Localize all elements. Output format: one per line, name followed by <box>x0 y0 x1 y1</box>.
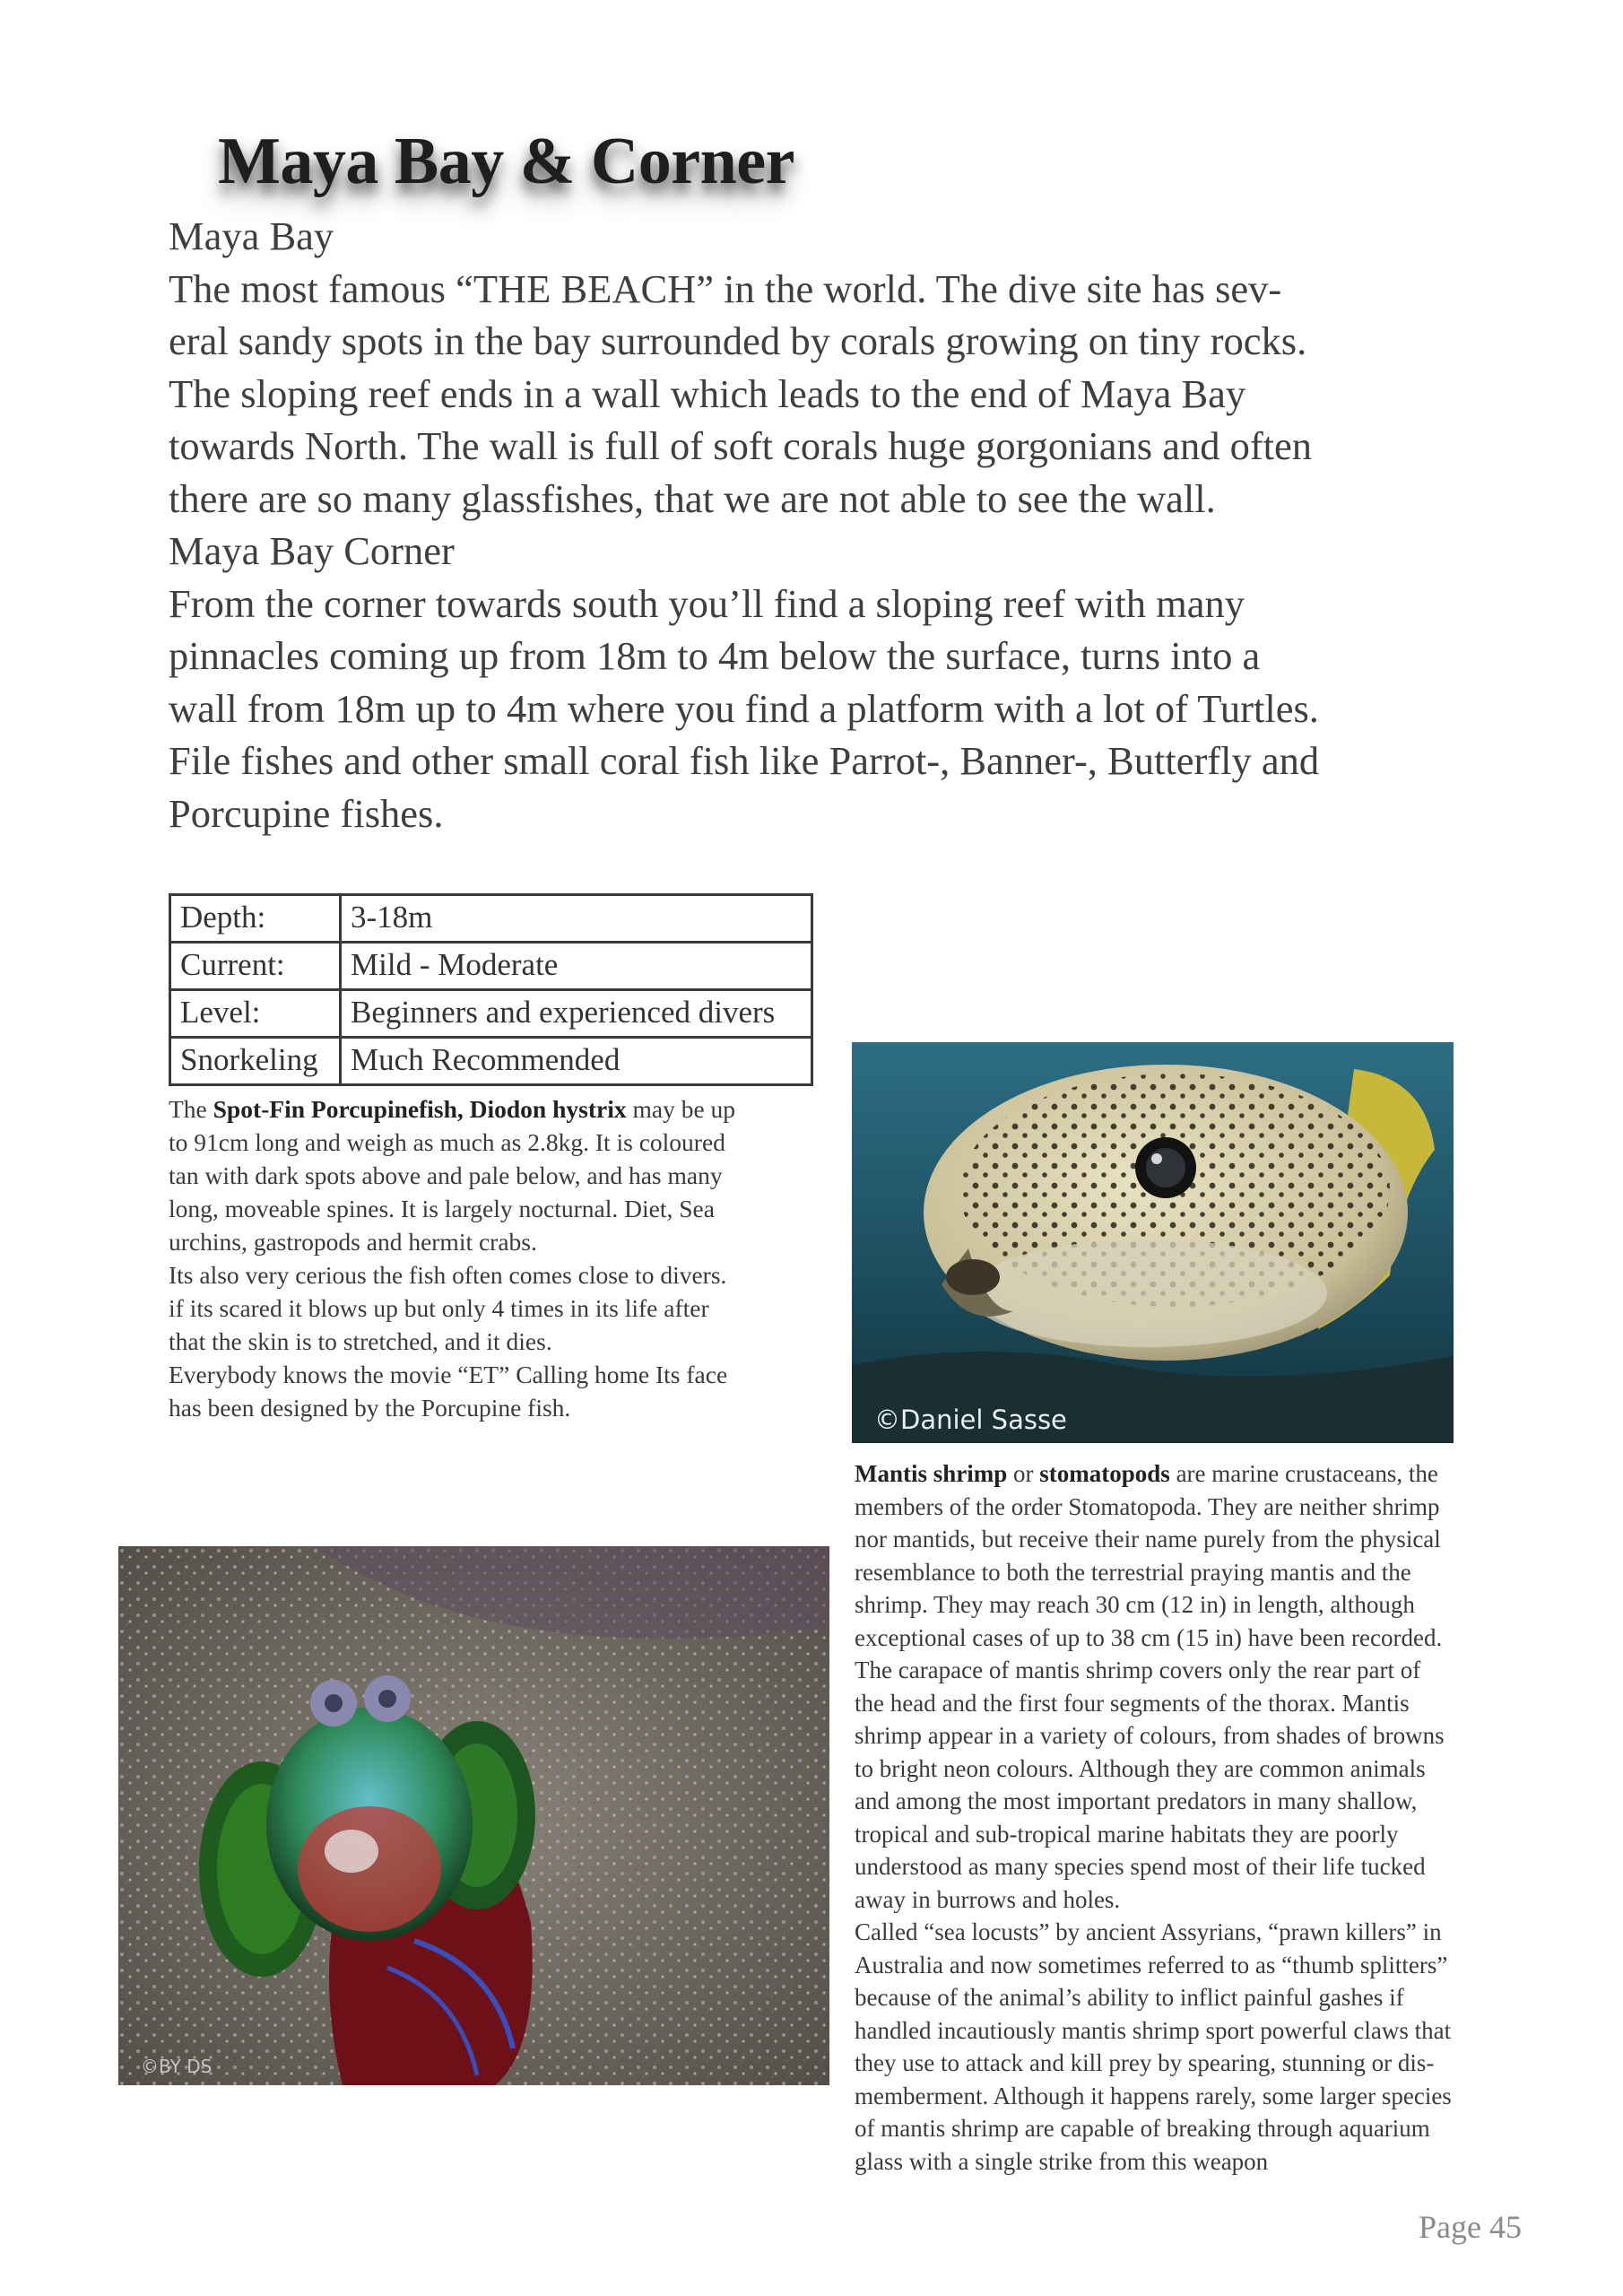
text-line: has been designed by the Porcupine fish. <box>169 1394 571 1422</box>
table-row <box>170 990 812 1038</box>
text-line: because of the animal’s ability to inflict painful gashes if <box>855 1984 1404 2011</box>
table-value: 3-18m <box>341 895 812 943</box>
intro-line: Maya Bay Corner <box>169 528 455 573</box>
text-line: memberment. Although it happens rarely, some larger species <box>855 2082 1452 2109</box>
intro-line: pinnacles coming up from 18m to 4m below the surface, turns into a <box>169 633 1261 678</box>
table-row <box>170 1038 812 1085</box>
intro-line: The sloping reef ends in a wall which leads to the end of Maya Bay <box>169 370 1246 416</box>
intro-line: Maya Bay <box>169 213 334 258</box>
text-line: to 91cm long and weigh as much as 2.8kg. It is coloured <box>169 1128 725 1156</box>
table-row <box>170 943 812 990</box>
text-fragment: or <box>1007 1460 1040 1487</box>
text-line: if its scared it blows up but only 4 times in its life after <box>169 1294 709 1322</box>
intro-line: From the corner towards south you’ll find a sloping reef with many <box>169 580 1245 626</box>
table-label: Depth: <box>170 895 341 943</box>
text-line: shrimp. They may reach 30 cm (12 in) in length, although <box>855 1591 1415 1618</box>
text-line: exceptional cases of up to 38 cm (15 in) have been recorded. <box>855 1623 1443 1651</box>
page-title: Maya Bay & Corner <box>218 125 794 198</box>
text-fragment: are marine crustaceans, the <box>1169 1460 1438 1487</box>
intro-line: eral sandy spots in the bay surrounded by corals growing on tiny rocks. <box>169 318 1307 363</box>
text-line: of mantis shrimp are capable of breaking through aquarium <box>855 2115 1430 2142</box>
table-row <box>170 895 812 943</box>
table-value: Beginners and experienced divers <box>341 990 812 1038</box>
dive-info-table <box>169 893 813 1086</box>
species-name: Spot-Fin Porcupinefish, Diodon hystrix <box>213 1095 627 1123</box>
text-line: tropical and sub-tropical marine habitats they are poorly <box>855 1820 1399 1848</box>
table-label: Current: <box>170 943 341 990</box>
text-line: to bright neon colours. Although they are common animals <box>855 1754 1426 1782</box>
text-line: long, moveable spines. It is largely nocturnal. Diet, Sea <box>169 1195 715 1222</box>
intro-line: wall from 18m up to 4m where you find a platform with a lot of Turtles. <box>169 685 1319 731</box>
text-line: Australia and now sometimes referred to as “thumb splitters” <box>855 1951 1448 1979</box>
text-line: away in burrows and holes. <box>855 1885 1121 1913</box>
mantis-shrimp-illustration <box>118 1546 829 2085</box>
text-line: The carapace of mantis shrimp covers only the rear part of <box>855 1657 1421 1683</box>
text-line: members of the order Stomatopoda. They are neither shrimp <box>855 1492 1440 1520</box>
text-line: tan with dark spots above and pale below, and has many <box>169 1161 723 1189</box>
photo-credit: ©Daniel Sasse <box>874 1405 1067 1435</box>
intro-line: Porcupine fishes. <box>169 790 444 836</box>
text-line: urchins, gastropods and hermit crabs. <box>169 1228 537 1256</box>
porcupinefish-description <box>169 1092 735 1424</box>
photo-watermark: ©BY DS <box>141 2056 213 2077</box>
species-name: stomatopods <box>1039 1460 1170 1487</box>
species-name: Mantis shrimp <box>855 1460 1008 1487</box>
text-line: Called “sea locusts” by ancient Assyrians, “prawn killers” in <box>855 1918 1442 1945</box>
mantis-shrimp-photo <box>118 1546 829 2085</box>
text-line: glass with a single strike from this weapon <box>855 2147 1269 2175</box>
intro-line: File fishes and other small coral fish like Parrot-, Banner-, Butterfly and <box>169 738 1320 783</box>
text-line: resemblance to both the terrestrial praying mantis and the <box>855 1558 1411 1586</box>
table-label: Level: <box>170 990 341 1038</box>
table-value: Much Recommended <box>341 1038 812 1085</box>
text-line: that the skin is to stretched, and it dies. <box>169 1327 552 1355</box>
intro-line: towards North. The wall is full of soft corals huge gorgonians and often <box>169 423 1313 468</box>
page-number: Page 45 <box>1419 2209 1522 2245</box>
text-line: Its also very cerious the fish often comes close to divers. <box>169 1261 727 1289</box>
text-line: shrimp appear in a variety of colours, from shades of browns <box>855 1722 1445 1749</box>
text-line: understood as many species spend most of their life tucked <box>855 1853 1426 1880</box>
text-line: Everybody knows the movie “ET” Calling home Its face <box>169 1361 728 1388</box>
text-fragment: The <box>169 1095 213 1123</box>
text-line: handled incautiously mantis shrimp sport powerful claws that <box>855 2016 1452 2044</box>
intro-line: there are so many glassfishes, that we are not able to see the wall. <box>169 475 1216 521</box>
porcupinefish-photo <box>852 1042 1454 1443</box>
porcupinefish-illustration <box>852 1042 1454 1443</box>
text-line <box>169 1092 735 1126</box>
text-line: and among the most important predators in many shallow, <box>855 1787 1418 1814</box>
intro-line: The most famous “THE BEACH” in the world. The dive site has sev- <box>169 265 1282 311</box>
text-line: nor mantids, but receive their name purely from the physical <box>855 1526 1441 1552</box>
table-label: Snorkeling <box>170 1038 341 1085</box>
text-fragment: may be up <box>626 1095 736 1123</box>
mantis-shrimp-description <box>855 1457 1452 2178</box>
text-line <box>855 1457 1452 1491</box>
text-line: they use to attack and kill prey by spearing, stunning or dis- <box>855 2049 1435 2076</box>
text-line: the head and the first four segments of the thorax. Mantis <box>855 1689 1410 1717</box>
table-value: Mild - Moderate <box>341 943 812 990</box>
intro-text <box>169 210 1460 839</box>
